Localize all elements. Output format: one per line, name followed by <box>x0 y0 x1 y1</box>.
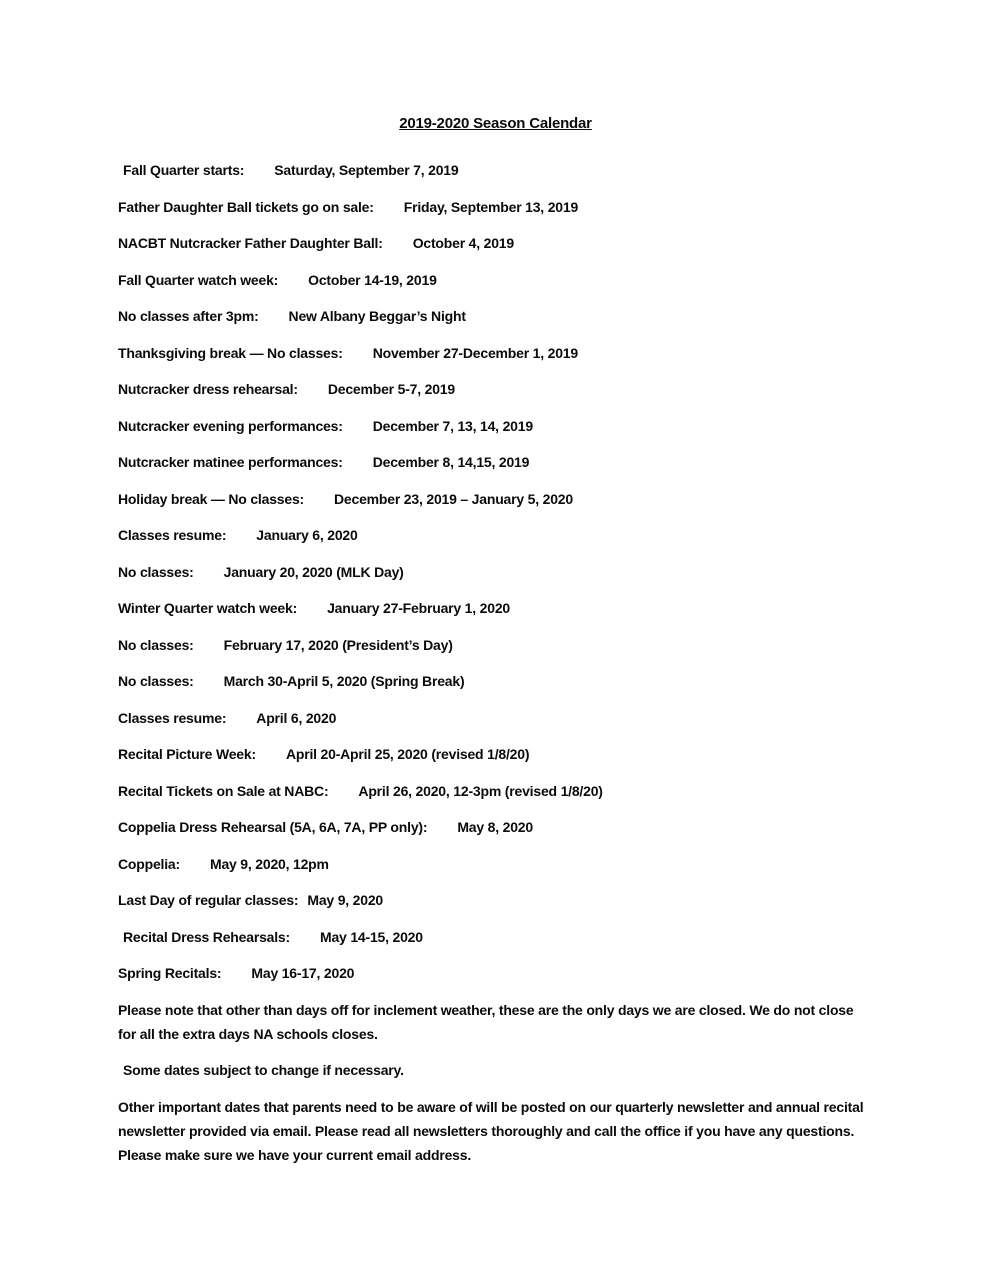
event-label: Fall Quarter watch week: <box>118 271 279 288</box>
event-label: Nutcracker evening performances: <box>118 417 343 434</box>
event-label: No classes: <box>118 636 194 653</box>
event-line <box>118 596 873 620</box>
event-line <box>118 925 873 949</box>
event-line <box>118 158 873 182</box>
event-date: December 8, 14,15, 2019 <box>372 454 530 470</box>
event-line <box>118 341 873 365</box>
event-label: Coppelia: <box>118 855 180 872</box>
event-date: Friday, September 13, 2019 <box>403 198 579 215</box>
closure-note: Please note that other than days off for inclement weather, these are the only days we are closed. We do not close for all the extra days NA schools closes. <box>118 1001 854 1042</box>
event-date: October 4, 2019 <box>412 235 514 251</box>
event-label: No classes: <box>118 673 194 689</box>
event-label: Fall Quarter starts: <box>123 162 245 178</box>
event-line <box>118 779 873 803</box>
event-label: Recital Dress Rehearsals: <box>123 928 290 945</box>
event-date: January 6, 2020 <box>256 527 358 543</box>
event-date: April 20-April 25, 2020 (revised 1/8/20) <box>285 746 530 762</box>
dates-subject-to-change-note: Some dates subject to change if necessary. <box>123 1062 404 1078</box>
event-date: January 27-February 1, 2020 <box>327 600 510 616</box>
event-label: Holiday break — No classes: <box>118 490 305 507</box>
event-date: April 6, 2020 <box>256 709 337 726</box>
event-line <box>118 633 873 657</box>
event-date: December 5-7, 2019 <box>327 381 455 397</box>
event-label: Spring Recitals: <box>118 965 222 981</box>
event-line <box>118 231 873 255</box>
event-date: April 26, 2020, 12-3pm (revised 1/8/20) <box>358 782 603 799</box>
event-date: May 8, 2020 <box>457 819 533 835</box>
event-date: New Albany Beggar’s Night <box>288 308 466 324</box>
event-line <box>118 961 873 985</box>
event-line <box>118 450 873 474</box>
event-line <box>118 304 873 328</box>
event-line <box>118 414 873 438</box>
event-date: March 30-April 5, 2020 (Spring Break) <box>223 673 465 689</box>
event-label: Nutcracker matinee performances: <box>118 454 343 470</box>
event-date: January 20, 2020 (MLK Day) <box>223 563 404 580</box>
event-label: Winter Quarter watch week: <box>118 600 298 616</box>
event-date: October 14-19, 2019 <box>308 271 437 288</box>
newsletter-note: Other important dates that parents need to be aware of will be posted on our quarterly newsletter and annual recital newsletter provided via email. Please read all newsletters thoroughly and call the office if you have any questions. Please make sure we have your current email address. <box>118 1098 864 1163</box>
event-line <box>118 268 873 292</box>
event-line <box>118 560 873 584</box>
event-label: Nutcracker dress rehearsal: <box>118 381 298 397</box>
event-date: February 17, 2020 (President’s Day) <box>223 636 453 653</box>
event-date: Saturday, September 7, 2019 <box>274 162 459 178</box>
event-label: Classes resume: <box>118 709 227 726</box>
event-line <box>118 377 873 401</box>
event-line <box>118 815 873 839</box>
event-label: Last Day of regular classes: <box>118 892 299 908</box>
event-date: May 14-15, 2020 <box>320 928 423 945</box>
event-label: No classes after 3pm: <box>118 308 259 324</box>
event-line <box>118 195 873 219</box>
event-label: NACBT Nutcracker Father Daughter Ball: <box>118 235 383 251</box>
event-line <box>118 523 873 547</box>
event-line <box>118 888 873 912</box>
event-label: Thanksgiving break — No classes: <box>118 344 343 361</box>
event-label: Classes resume: <box>118 527 227 543</box>
event-date: November 27-December 1, 2019 <box>372 344 578 361</box>
event-date: May 16-17, 2020 <box>251 965 355 981</box>
page-title: 2019-2020 Season Calendar <box>399 115 592 132</box>
event-label: Father Daughter Ball tickets go on sale: <box>118 198 374 215</box>
event-label: Recital Picture Week: <box>118 746 256 762</box>
event-label: No classes: <box>118 563 194 580</box>
event-line <box>118 487 873 511</box>
event-date: December 7, 13, 14, 2019 <box>372 417 533 434</box>
event-date: December 23, 2019 – January 5, 2020 <box>334 490 573 507</box>
event-date: May 9, 2020 <box>307 892 384 908</box>
event-line <box>118 669 873 693</box>
event-label: Coppelia Dress Rehearsal (5A, 6A, 7A, PP only): <box>118 819 428 835</box>
event-line <box>118 706 873 730</box>
event-line <box>118 742 873 766</box>
event-label: Recital Tickets on Sale at NABC: <box>118 782 329 799</box>
event-line <box>118 852 873 876</box>
event-date: May 9, 2020, 12pm <box>209 855 329 872</box>
